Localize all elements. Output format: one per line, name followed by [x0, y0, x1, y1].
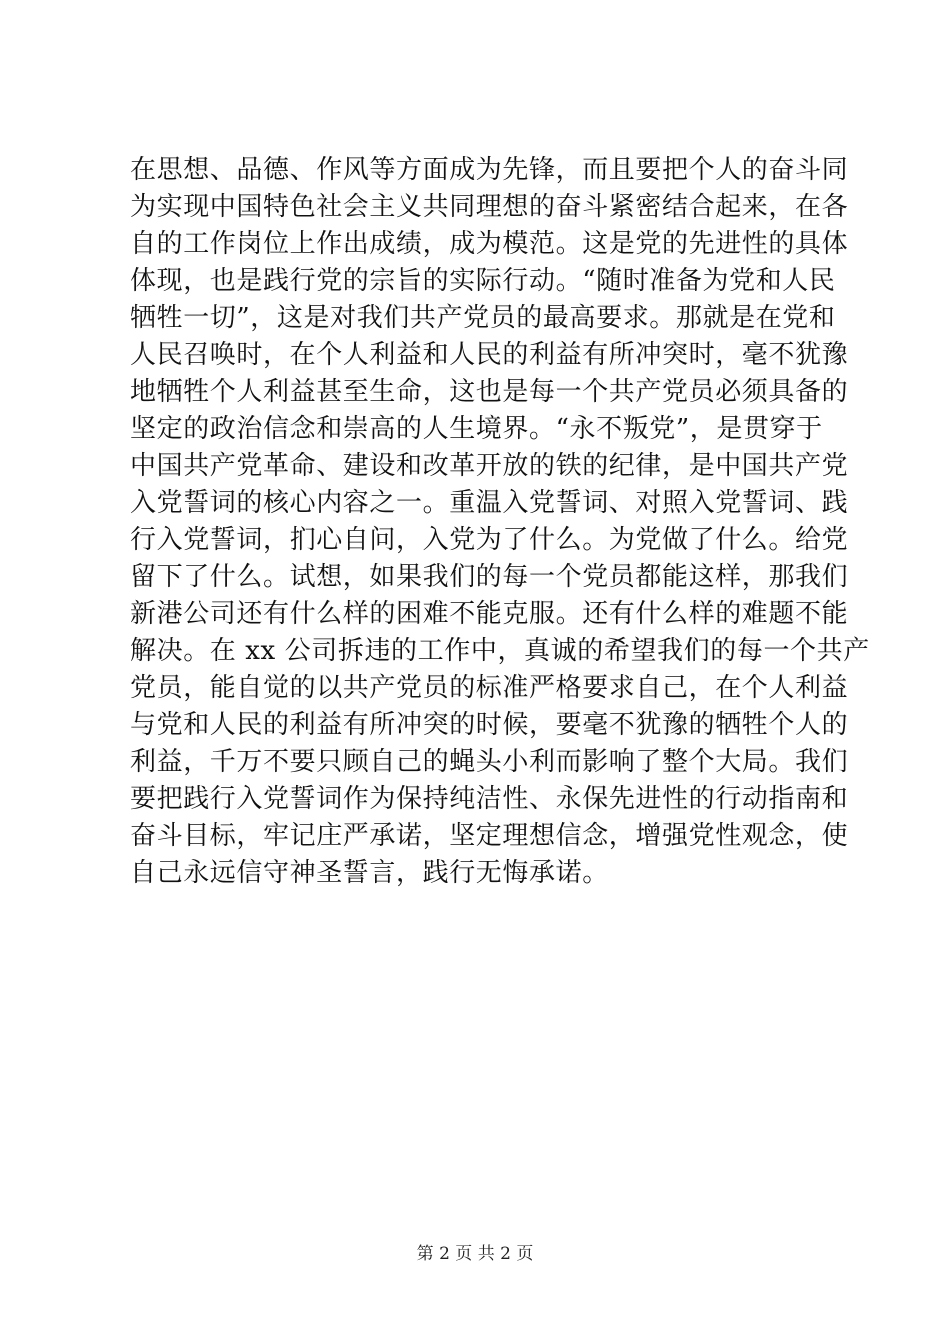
- text-line: 牺牲一切”，这是对我们共产党员的最高要求。那就是在党和: [130, 303, 836, 333]
- text-line: 新港公司还有什么样的困难不能克服。还有什么样的难题不能: [130, 599, 849, 629]
- text-line: 奋斗目标，牢记庄严承诺，坚定理想信念，增强党性观念，使: [130, 821, 849, 851]
- text-line: 在思想、品德、作风等方面成为先锋，而且要把个人的奋斗同: [130, 155, 849, 185]
- text-line: 留下了什么。试想，如果我们的每一个党员都能这样，那我们: [130, 562, 849, 592]
- text-line: 自的工作岗位上作出成绩，成为模范。这是党的先进性的具体: [130, 229, 849, 259]
- text-line: 利益，千万不要只顾自己的蝇头小利而影响了整个大局。我们: [130, 747, 849, 777]
- text-line: 坚定的政治信念和崇高的人生境界。“永不叛党”，是贯穿于: [130, 414, 823, 444]
- text-line: 自己永远信守神圣誓言，践行无悔承诺。: [130, 858, 609, 888]
- text-line: 要把践行入党誓词作为保持纯洁性、永保先进性的行动指南和: [130, 784, 849, 814]
- text-line: 与党和人民的利益有所冲突的时候，要毫不犹豫的牺牲个人的: [130, 710, 849, 740]
- text-line: 人民召唤时，在个人利益和人民的利益有所冲突时，毫不犹豫: [130, 340, 849, 370]
- text-line: 解决。在 xx 公司拆违的工作中，真诚的希望我们的每一个共产: [130, 636, 870, 666]
- text-line: 中国共产党革命、建设和改革开放的铁的纪律，是中国共产党: [130, 451, 849, 481]
- text-line: 党员，能自觉的以共产党员的标准严格要求自己，在个人利益: [130, 673, 849, 703]
- text-line: 地牺牲个人利益甚至生命，这也是每一个共产党员必须具备的: [130, 377, 849, 407]
- text-line: 入党誓词的核心内容之一。重温入党誓词、对照入党誓词、践: [130, 488, 849, 518]
- text-line: 行入党誓词，扪心自问，入党为了什么。为党做了什么。给党: [130, 525, 849, 555]
- page-footer: 第 2 页 共 2 页: [416, 1244, 534, 1264]
- text-line: 体现，也是践行党的宗旨的实际行动。“随时准备为党和人民: [130, 266, 836, 296]
- body-paragraph: [130, 152, 870, 892]
- text-line: 为实现中国特色社会主义共同理想的奋斗紧密结合起来，在各: [130, 192, 849, 222]
